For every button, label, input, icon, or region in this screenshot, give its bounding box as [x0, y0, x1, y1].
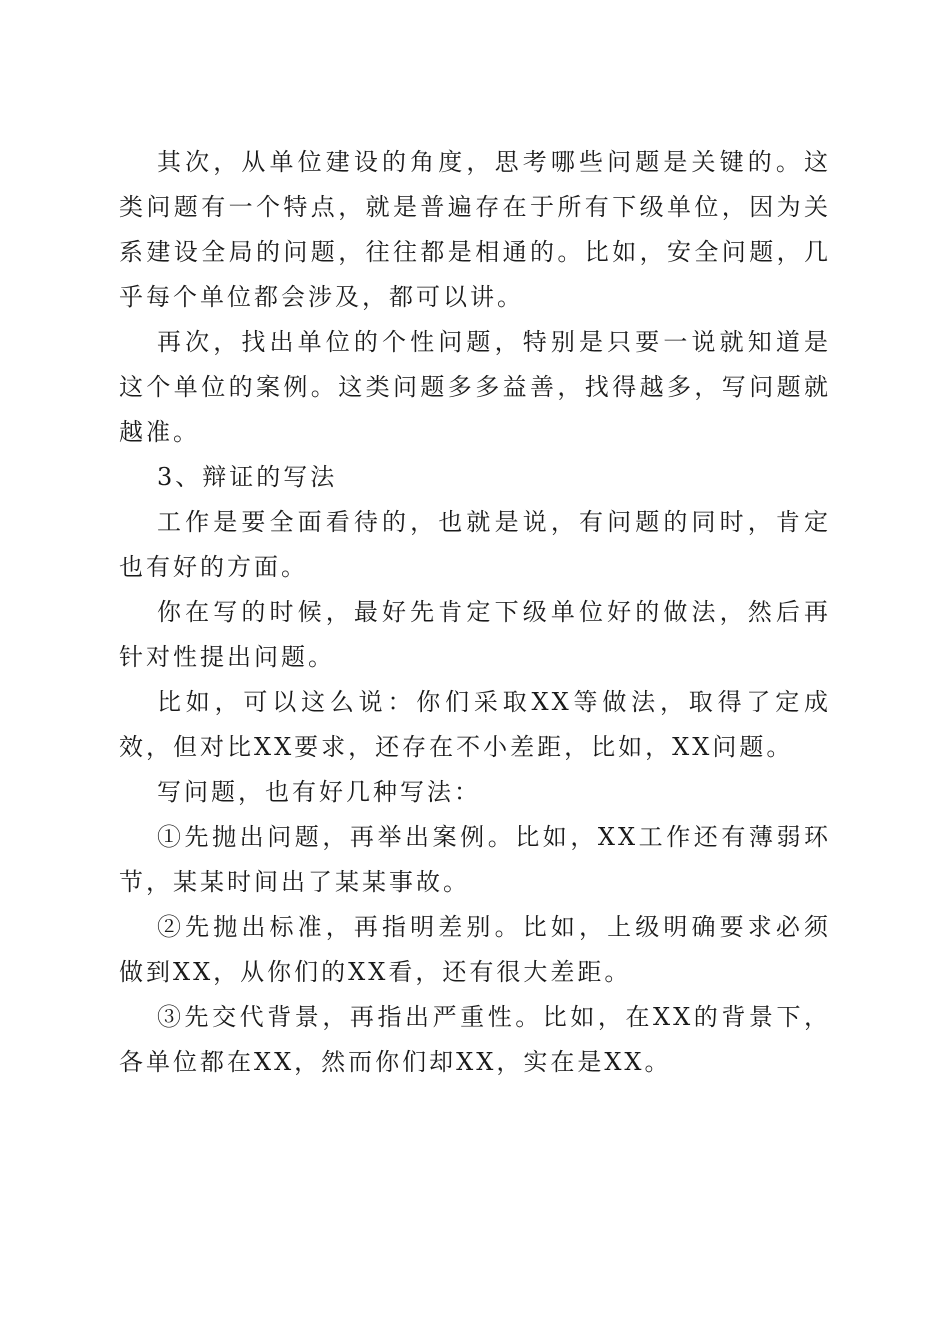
paragraph-individual-issues: 再次，找出单位的个性问题，特别是只要一说就知道是这个单位的案例。这类问题多多益善，找得越多，写问题就越准。 — [119, 328, 831, 446]
list-item-method-1: ①先抛出问题，再举出案例。比如，XX工作还有薄弱环节，某某时间出了某某事故。 — [119, 823, 831, 896]
section-heading-dialectical: 3、辩证的写法 — [157, 463, 338, 491]
document-body — [119, 140, 831, 1085]
paragraph-example-phrase: 比如，可以这么说：你们采取XX等做法，取得了定成效，但对比XX要求，还存在不小差距，比如，XX问题。 — [119, 688, 831, 761]
list-item-method-2: ②先抛出标准，再指明差别。比如，上级明确要求必须做到XX，从你们的XX看，还有很大差距。 — [119, 913, 831, 986]
paragraph-comprehensive-view: 工作是要全面看待的，也就是说，有问题的同时，肯定也有好的方面。 — [119, 508, 831, 581]
paragraph-affirm-first: 你在写的时候，最好先肯定下级单位好的做法，然后再针对性提出问题。 — [119, 598, 831, 671]
paragraph-unit-construction: 其次，从单位建设的角度，思考哪些问题是关键的。这类问题有一个特点，就是普遍存在于所有下级单位，因为关系建设全局的问题，往往都是相通的。比如，安全问题，几乎每个单位都会涉及，都可以讲。 — [119, 148, 831, 311]
list-item-method-3: ③先交代背景，再指出严重性。比如，在XX的背景下，各单位都在XX，然而你们却XX，实在是XX。 — [119, 1003, 831, 1076]
paragraph-writing-methods: 写问题，也有好几种写法： — [157, 778, 481, 806]
